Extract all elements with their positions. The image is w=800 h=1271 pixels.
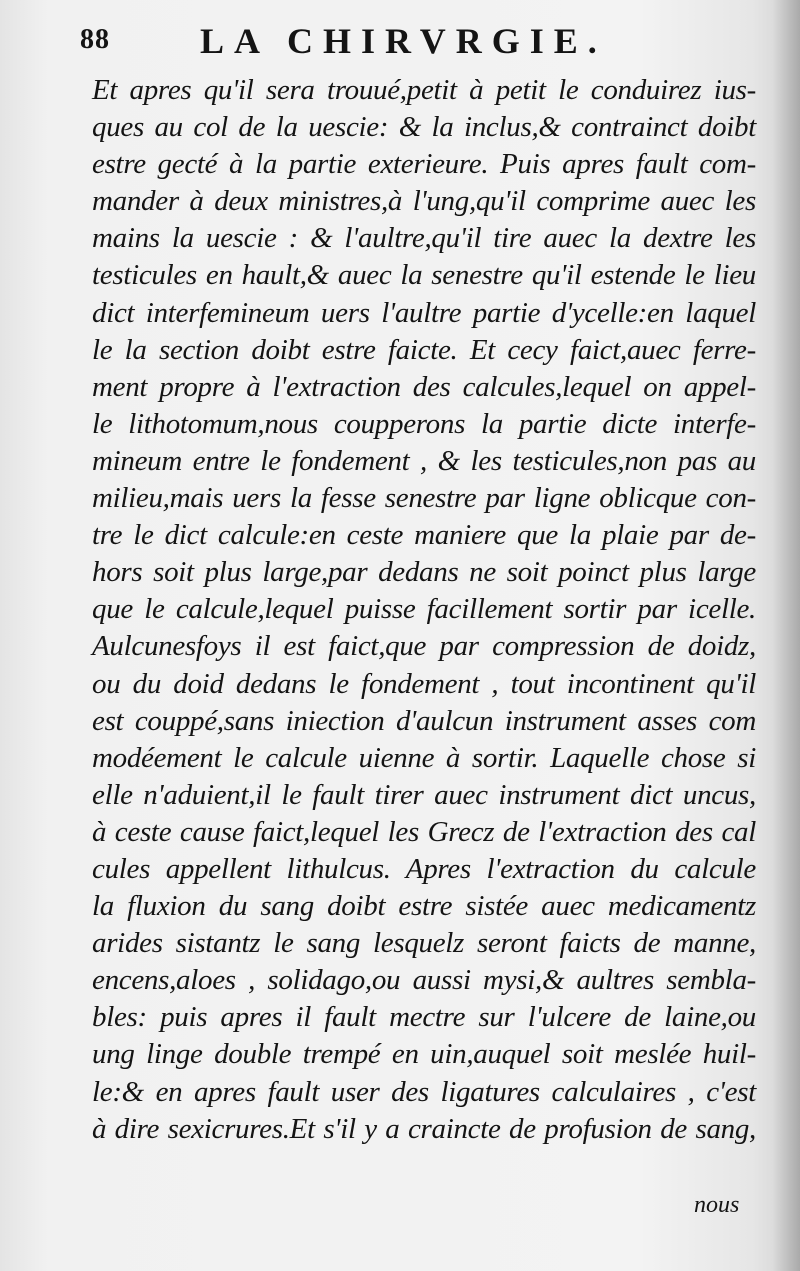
page-number: 88 — [80, 24, 110, 55]
text-line: est couppé,sans iniection d'aulcun instrument asses com — [92, 704, 756, 737]
text-line: estre gecté à la partie exterieure. Puis apres fault com- — [92, 148, 756, 181]
text-line: testicules en hault,& auec la senestre qu'il estende le lieu — [92, 259, 756, 292]
catchword: nous — [694, 1192, 740, 1218]
text-line: cules appellent lithulcus. Apres l'extraction du calcule — [92, 852, 756, 885]
text-line: Et apres qu'il sera trouué,petit à petit le conduirez ius- — [92, 74, 756, 106]
text-line: ques au col de la uescie: & la inclus,& contrainct doibt — [92, 111, 756, 144]
text-line: que le calcule,lequel puisse facillement sortir par icelle. — [92, 593, 756, 626]
text-line: milieu,mais uers la fesse senestre par ligne oblicque con- — [92, 482, 756, 515]
page-header — [80, 20, 760, 64]
text-line: à dire sexicrures.Et s'il y a craincte de profusion de sang, — [92, 1112, 756, 1145]
text-line: mains la uescie : & l'aultre,qu'il tire auec la dextre les — [92, 222, 756, 255]
text-line: encens,aloes , solidago,ou aussi mysi,& aultres sembla- — [92, 964, 756, 997]
text-line: ung linge double trempé en uin,auquel soit meslée huil- — [92, 1038, 756, 1071]
running-title: LA CHIRVRGIE. — [200, 21, 607, 61]
page-gutter-shadow — [772, 0, 800, 1271]
text-line: ou du doid dedans le fondement , tout incontinent qu'il — [92, 667, 756, 700]
text-line: arides sistantz le sang lesquelz seront faicts de manne, — [92, 927, 756, 960]
text-line: ment propre à l'extraction des calcules,lequel on appel- — [92, 370, 756, 403]
body-text — [92, 72, 756, 1148]
text-line: le la section doibt estre faicte. Et cecy faict,auec ferre- — [92, 333, 756, 366]
text-line: hors soit plus large,par dedans ne soit poinct plus large — [92, 556, 756, 589]
text-line: mander à deux ministres,à l'ung,qu'il comprime auec les — [92, 185, 756, 218]
text-line: dict interfemineum uers l'aultre partie d'ycelle:en laquel — [92, 296, 756, 329]
text-line: mineum entre le fondement , & les testicules,non pas au — [92, 444, 756, 477]
text-line: à ceste cause faict,lequel les Grecz de l'extraction des cal — [92, 815, 756, 848]
text-line: le lithotomum,nous coupperons la partie dicte interfe- — [92, 407, 756, 440]
text-line: modéement le calcule uienne à sortir. Laquelle chose si — [92, 741, 756, 774]
text-line: elle n'aduient,il le fault tirer auec instrument dict uncus, — [92, 778, 756, 811]
text-line: le:& en apres fault user des ligatures calculaires , c'est — [92, 1075, 756, 1108]
text-line: Aulcunesfoys il est faict,que par compression de doidz, — [92, 630, 756, 663]
text-line: bles: puis apres il fault mectre sur l'ulcere de laine,ou — [92, 1001, 756, 1034]
text-line: tre le dict calcule:en ceste maniere que la plaie par de- — [92, 519, 756, 552]
text-line: la fluxion du sang doibt estre sistée auec medicamentz — [92, 890, 756, 923]
